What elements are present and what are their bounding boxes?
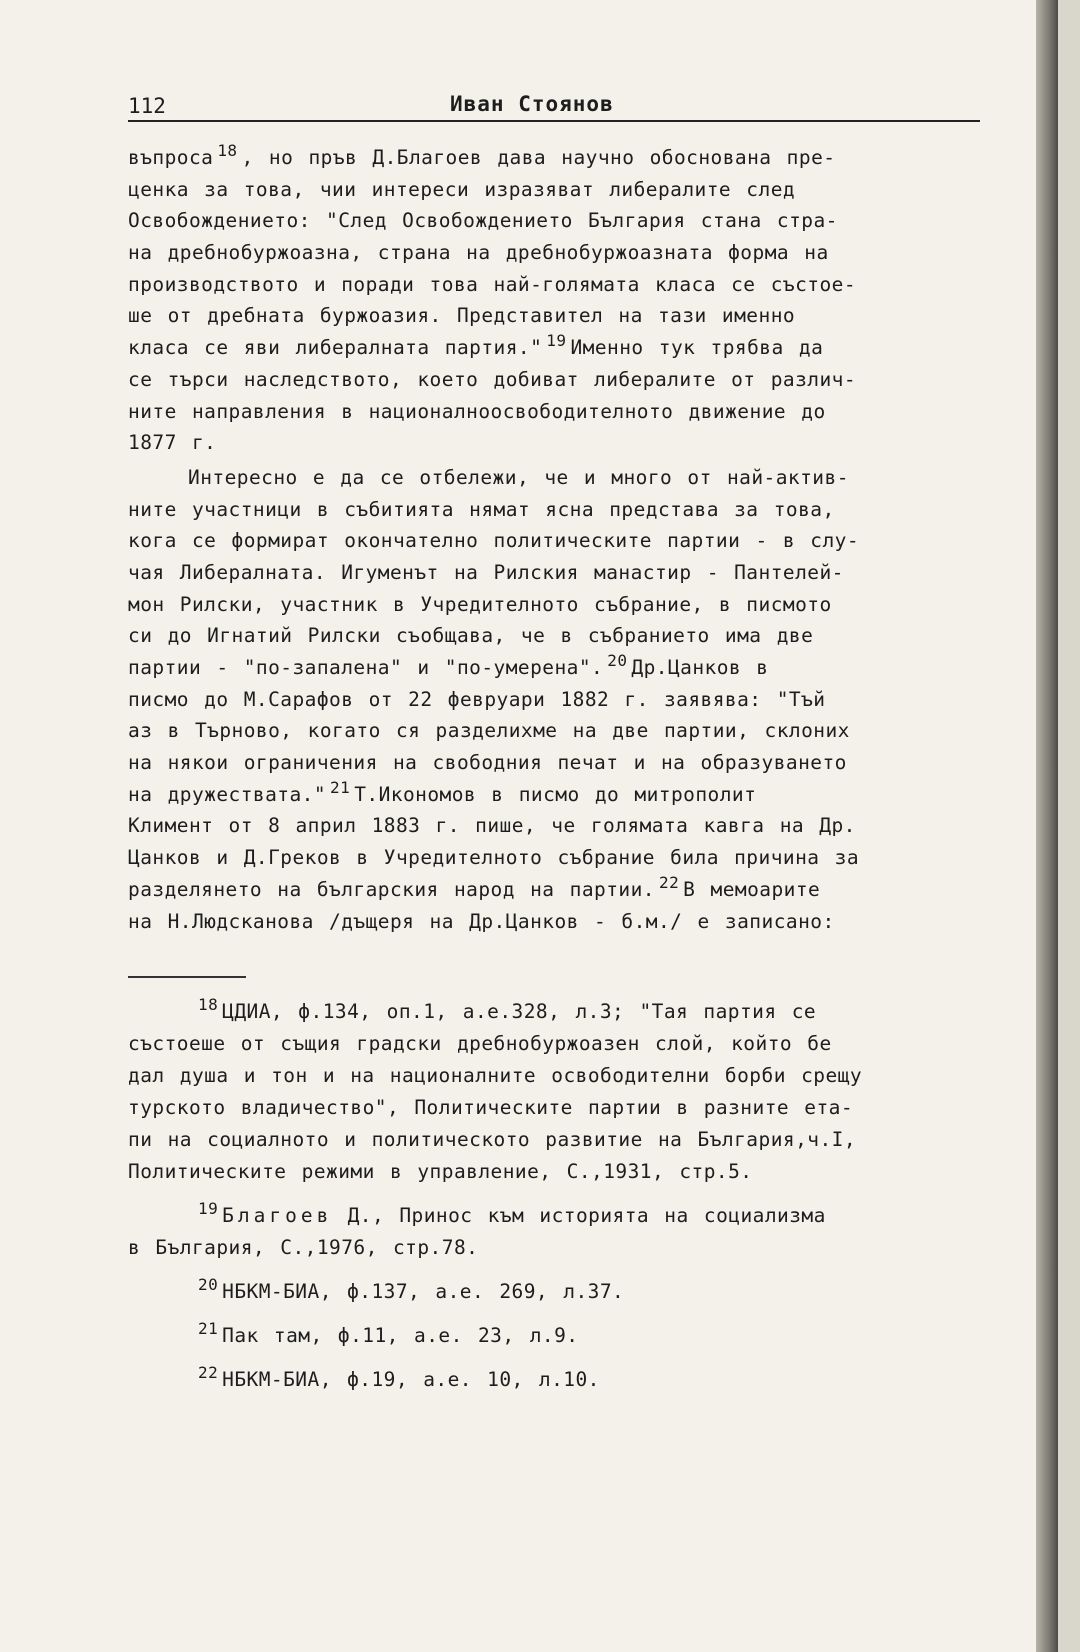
text-line: си до Игнатий Рилски съобщава, че в събранието има две [128, 624, 814, 648]
page-number: 112 [128, 94, 166, 118]
footnote-ref: 21 [330, 777, 351, 797]
text-line: Интересно е да се отбележи, че и много от най-актив- [188, 465, 849, 489]
text-line: Освобождението: "След Освобождението България стана стра- [128, 209, 838, 233]
footnote-ref: 22 [658, 872, 680, 892]
footnote-line: $^{21}$ Пак там, ф.11, а.е. 23, л.9. [198, 1319, 579, 1347]
text-line: ните участници в събитията нямат ясна представа за това, [128, 497, 835, 521]
text-line: Цанков и Д.Греков в Учредителното събрание била причина за [128, 846, 860, 870]
text-line: на дребнобуржоазна, страна на дребнобуржоазната форма на [128, 241, 829, 265]
footnote-line: $^{19}$ Благоев Д., Принос към историята на социализма [198, 1199, 826, 1227]
footnote-line: състоеше от същия градски дребнобуржоазен слой, който бе [128, 1032, 832, 1055]
footnote-line: турското владичество", Политическите партии в разните ета- [128, 1096, 854, 1119]
page-header [128, 84, 980, 122]
text-line: се търси наследството, което добиват либералите от различ- [128, 367, 857, 391]
text-line: класа се яви либералната партия." $^{19}$ Именно тук трябва да [128, 331, 824, 360]
footnote-number: 19 [198, 1199, 219, 1218]
footnote-number: 22 [198, 1363, 219, 1382]
text-line: кога се формират окончателно политическите партии - в слу- [128, 529, 860, 553]
text-line: мон Рилски, участник в Учредителното събрание, в писмото [128, 592, 832, 616]
text-line: аз в Търново, когато ся разделихме на две партии, склоних [128, 719, 850, 743]
text-line: на някои ограничения на свободния печат и на образуването [128, 751, 847, 775]
text-line: ше от дребната буржоазия. Представител на тази именно [128, 304, 796, 328]
footnote-separator [128, 976, 246, 978]
text-line: ценка за това, чии интереси изразяват либералите след [128, 177, 796, 201]
footnote-line: Политическите режими в управление, С.,1931, стр.5. [128, 1160, 753, 1183]
author-name: Благоев [222, 1204, 333, 1227]
footnote-number: 20 [198, 1275, 219, 1294]
text-line: ните направления в националноосвободителното движение до [128, 399, 826, 423]
footnote-number: 21 [198, 1319, 219, 1338]
text-line: 1877 г. [128, 431, 217, 455]
text-line: разделянето на българския народ на партии. $^{22}$ В мемоарите [128, 872, 821, 901]
footnote-ref: 20 [607, 651, 628, 670]
running-head: Иван Стоянов [450, 92, 614, 116]
main-text [128, 142, 988, 937]
footnote-ref: 19 [546, 331, 567, 351]
footnotes [128, 996, 988, 1396]
text-line: партии - "по-запалена" и "по-умерена". $^{20}$ Др.Цанков в [128, 651, 769, 679]
footnote-line: дал душа и тон и на националните освободителни борби срещу [128, 1064, 863, 1087]
text-line: на дружествата." $^{21}$ Т.Икономов в писмо до митрополит [128, 777, 757, 806]
text-line: Климент от 8 април 1883 г. пише, че голямата кавга на Др. [128, 814, 856, 838]
text-line: въпроса $^{18}$ , но пръв Д.Благоев дава научно обоснована пре- [128, 141, 836, 169]
text-line: чая Либералната. Игуменът на Рилския манастир - Пантелей- [128, 560, 844, 584]
text-line: производството и поради това най-голямата класа се състое- [128, 272, 857, 296]
footnote-line: в България, С.,1976, стр.78. [128, 1236, 479, 1259]
footnote-line: пи на социалното и политическото развитие на България,ч.I, [128, 1128, 857, 1151]
footnote-line: $^{20}$ НБКМ-БИА, ф.137, а.е. 269, л.37. [198, 1275, 625, 1303]
page-edge-shadow [1036, 0, 1058, 1652]
footnote-line: $^{18}$ ЦДИА, ф.134, оп.1, а.е.328, л.3; "Тая партия се [198, 995, 817, 1023]
footnote-number: 18 [198, 995, 219, 1014]
text-line: писмо до М.Сарафов от 22 февруари 1882 г. заявява: "Тъй [128, 687, 826, 711]
footnote-line: $^{22}$ НБКМ-БИА, ф.19, а.е. 10, л.10. [198, 1363, 600, 1391]
text-line: на Н.Людсканова /дъщеря на Др.Цанков - б.м./ е записано: [128, 909, 835, 933]
footnote-ref: 18 [217, 141, 238, 160]
